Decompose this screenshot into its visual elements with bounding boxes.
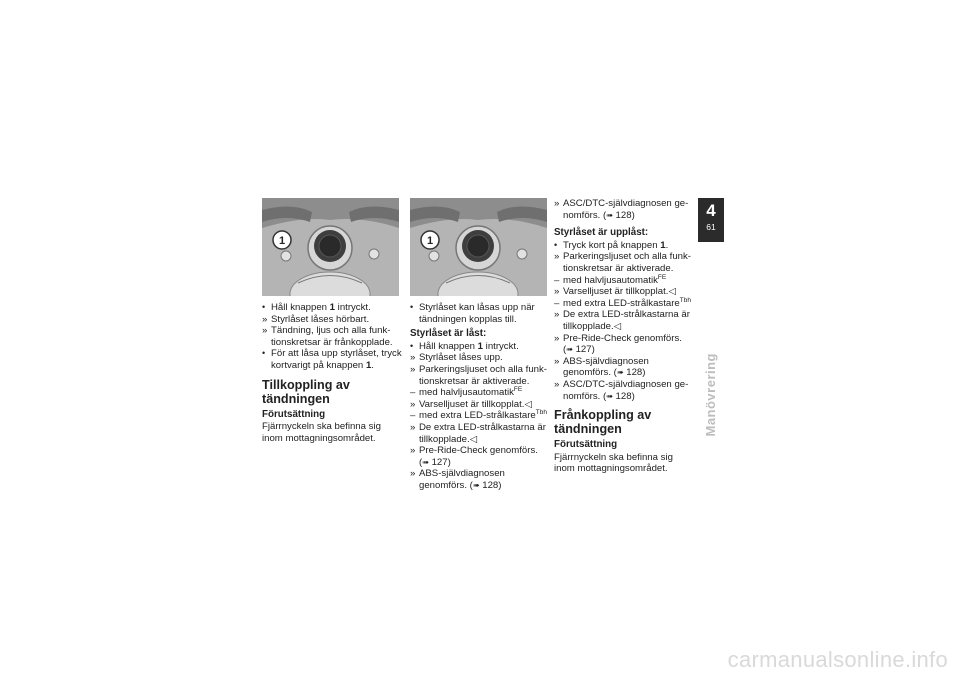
item-text: med extra LED-strålkastare: [563, 297, 680, 309]
item-text: ABS-självdiagnosen genomförs. (: [563, 355, 649, 379]
list-marker: »: [554, 251, 560, 263]
list-item: [554, 251, 694, 274]
list-item: [410, 387, 550, 399]
item-text: Tryck kort på knappen: [563, 239, 661, 251]
list-marker: »: [554, 198, 560, 209]
list-item: [410, 352, 550, 364]
heading-ignition-off: Frånkoppling av tändningen: [554, 408, 652, 437]
heading-ignition-on: Tillkoppling av tändningen: [262, 377, 350, 406]
page-ref-arrow-icon: ➠: [606, 210, 613, 220]
item-text: De extra LED-strålkastarna är tillkopplade.◁: [419, 421, 546, 445]
col2-intro-list: [410, 302, 550, 325]
page-number: 61: [706, 222, 716, 232]
item-text: De extra LED-strålkastarna är tillkopplade.◁: [563, 309, 690, 332]
list-item: [262, 314, 402, 326]
list-marker: »: [410, 445, 416, 457]
item-text: 128): [612, 209, 635, 221]
list-marker: –: [410, 387, 416, 399]
page-ref-arrow-icon: ➠: [422, 457, 429, 467]
list-item: [554, 333, 694, 356]
list-item: [554, 298, 694, 310]
item-text: Styrlåset låses hörbart.: [271, 313, 370, 325]
equipment-code: Tbh: [535, 409, 547, 417]
item-text: 1: [365, 359, 372, 371]
list-item: [262, 348, 402, 371]
list-item: [410, 302, 550, 325]
callout-label: 1: [278, 235, 286, 247]
list-item: [554, 309, 694, 332]
list-marker: »: [554, 309, 560, 321]
subheading-lock-unlocked: Styrlåset är upplåst:: [554, 227, 649, 239]
list-item: [410, 341, 550, 353]
ignition-button-illustration: [262, 198, 399, 296]
item-text: Parkeringsljuset och alla funk-tionskretsar är aktiverade.: [563, 251, 691, 274]
list-marker: •: [262, 348, 266, 359]
list-item: [410, 445, 550, 468]
item-text: 127): [428, 456, 451, 468]
chapter-title: Manövrering: [703, 353, 718, 437]
page-ref-arrow-icon: ➠: [606, 391, 613, 401]
ignition-button-photo-2: [410, 198, 547, 296]
subheading-prerequisite-2: Förutsättning: [554, 439, 618, 451]
item-text: ASC/DTC-självdiagnosen ge-nomförs. (: [563, 198, 689, 221]
item-text: Håll knappen: [419, 340, 478, 352]
list-marker: •: [410, 302, 414, 312]
list-item: [554, 356, 694, 379]
prerequisite-text-2: Fjärrnyckeln ska befinna sig inom mottagningsområdet.: [554, 451, 673, 475]
subheading-lock-locked: Styrlåset är låst:: [410, 328, 487, 340]
col3-continued-list: [554, 198, 694, 221]
list-item: [410, 468, 550, 491]
item-text: ASC/DTC-självdiagnosen ge-nomförs. (: [563, 378, 689, 402]
subheading-prerequisite: Förutsättning: [262, 408, 326, 420]
list-item: [554, 198, 694, 221]
column-2: [410, 198, 550, 492]
item-text: .: [665, 239, 669, 251]
page-ref-arrow-icon: ➠: [616, 368, 624, 378]
list-marker: –: [410, 410, 416, 422]
item-text: Parkeringsljuset och alla funk-tionskretsar är aktiverade.: [419, 363, 547, 387]
list-marker: »: [554, 355, 560, 367]
item-text: med halvljusautomatik: [419, 387, 514, 399]
item-text: 127): [572, 344, 595, 356]
item-text: 1: [477, 340, 484, 352]
list-item: [410, 364, 550, 387]
item-text: Varselljuset är tillkopplat.◁: [563, 286, 676, 298]
prerequisite-text: Fjärrnyckeln ska befinna sig inom mottagningsområdet.: [262, 421, 381, 444]
chapter-tab: [698, 198, 724, 242]
page-ref-arrow-icon: ➠: [566, 345, 573, 355]
page-ref-arrow-icon: ➠: [472, 480, 480, 490]
list-item: [410, 422, 550, 445]
item-text: ABS-självdiagnosen genomförs. (: [419, 468, 505, 491]
equipment-code: Tbh: [679, 296, 691, 304]
item-text: Pre-Ride-Check genomförs. (: [563, 332, 682, 356]
list-item: [554, 286, 694, 298]
chapter-number: 4: [706, 201, 716, 220]
list-marker: »: [410, 352, 416, 364]
item-text: med halvljusautomatik: [563, 274, 658, 286]
list-item: [410, 399, 550, 411]
list-marker: »: [554, 378, 560, 390]
list-item: [262, 302, 402, 314]
item-text: 1: [660, 239, 666, 251]
list-marker: •: [410, 340, 414, 351]
item-text: intryckt.: [483, 340, 519, 352]
watermark: carmanualsonline.info: [727, 647, 948, 672]
item-text: 128): [479, 479, 502, 491]
list-marker: –: [554, 297, 560, 309]
item-text: Håll knappen: [271, 302, 330, 313]
item-text: 128): [612, 390, 635, 402]
list-marker: •: [262, 302, 266, 312]
list-marker: –: [554, 274, 560, 286]
item-text: För att låsa upp styrlåset, tryck kortvarigt på knappen: [271, 348, 402, 371]
item-text: Tändning, ljus och alla funk-tionskretsar är frånkopplade.: [271, 325, 393, 348]
list-marker: »: [410, 468, 416, 480]
col1-step-list: [262, 302, 402, 372]
list-marker: »: [410, 398, 416, 410]
equipment-code: FE: [513, 386, 523, 394]
list-marker: »: [262, 313, 268, 325]
item-text: 1: [329, 302, 336, 313]
item-text: 128): [623, 367, 646, 379]
list-item: [554, 379, 694, 402]
item-text: Styrlåset kan låsas upp när tändningen kopplas till.: [419, 302, 535, 325]
col2-step-list: [410, 341, 550, 492]
list-marker: »: [410, 363, 416, 375]
item-text: Pre-Ride-Check genomförs. (: [419, 445, 538, 468]
list-item: [410, 410, 550, 422]
list-marker: •: [554, 239, 558, 250]
list-marker: »: [410, 421, 416, 433]
item-text: med extra LED-strålkastare: [419, 410, 536, 422]
list-marker: »: [262, 325, 268, 337]
list-marker: »: [554, 286, 560, 298]
item-text: .: [371, 359, 374, 371]
list-item: [262, 325, 402, 348]
list-marker: »: [554, 332, 560, 344]
item-text: Styrlåset låses upp.: [419, 352, 503, 364]
callout-label-2: 1: [426, 235, 434, 247]
item-text: intryckt.: [335, 302, 371, 313]
list-item: [554, 275, 694, 287]
ignition-button-illustration-2: [410, 198, 547, 296]
item-text: Varselljuset är tillkopplat.◁: [419, 398, 532, 410]
column-3: [554, 198, 694, 475]
column-1: [262, 198, 402, 444]
equipment-code: FE: [657, 273, 667, 281]
list-item: [554, 240, 694, 252]
ignition-button-photo: [262, 198, 399, 296]
col3-step-list: [554, 240, 694, 402]
